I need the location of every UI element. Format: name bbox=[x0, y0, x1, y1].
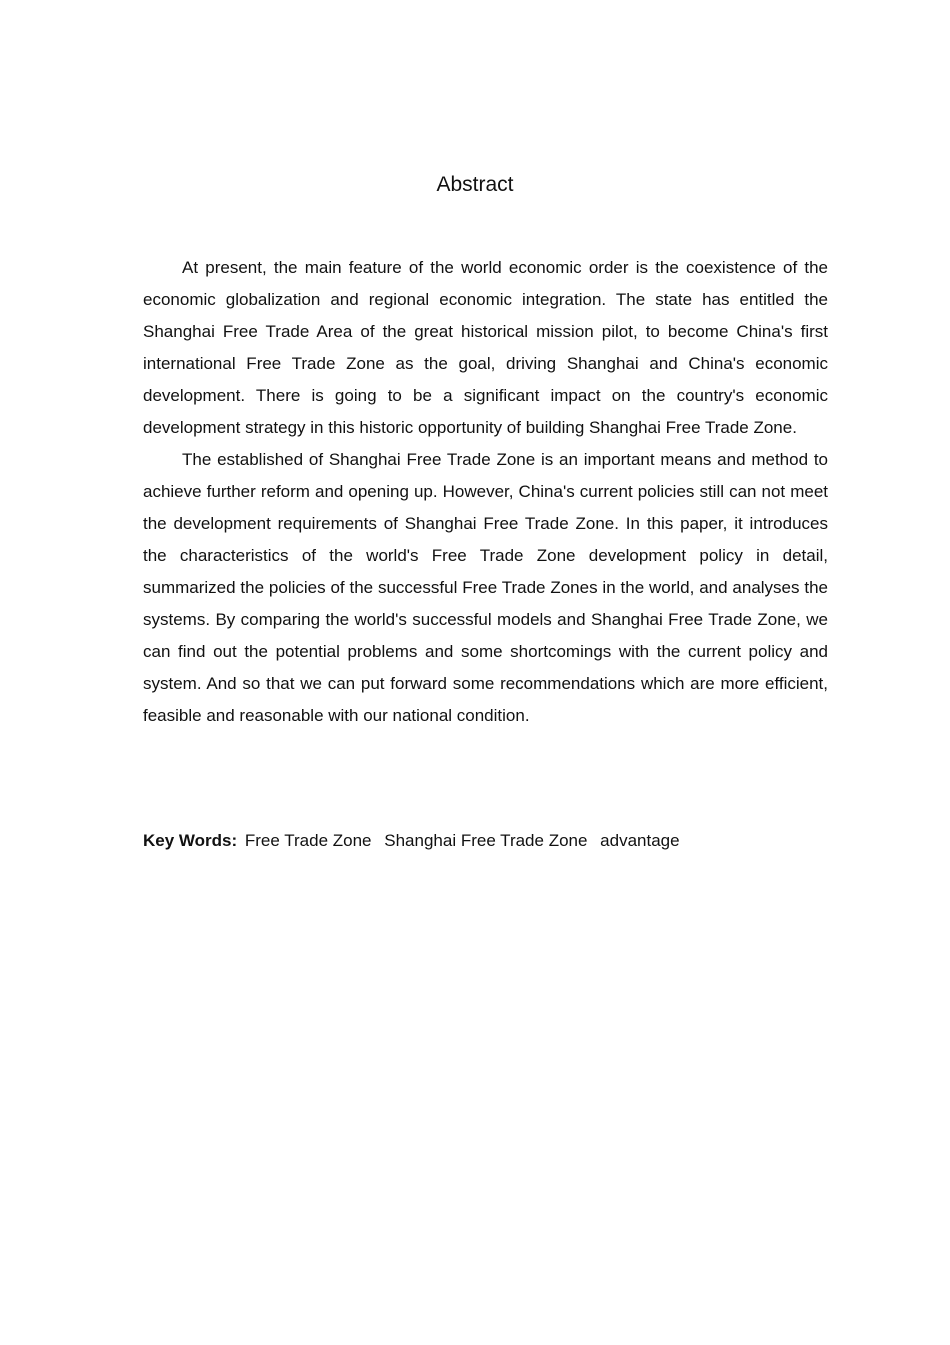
keywords-label: Key Words: bbox=[143, 831, 238, 850]
abstract-paragraph-2: The established of Shanghai Free Trade Zone is an important means and method to achieve further reform and opening up. However, China's current policies still can not meet the development requirements of Shanghai Free Trade Zone. In this paper, it introduces the characteristics of the world's Free Trade Zone development policy in detail, summarized the policies of the successful Free Trade Zones in the world, and analyses the systems. By comparing the world's successful models and Shanghai Free Trade Zone, we can find out the potential problems and some shortcomings with the current policy and system. And so that we can put forward some recommendations which are more efficient, feasible and reasonable with our national condition. bbox=[143, 450, 828, 725]
keyword-item: Free Trade Zone bbox=[244, 831, 372, 850]
keywords-line bbox=[143, 827, 828, 855]
abstract-body bbox=[143, 252, 828, 732]
abstract-title: Abstract bbox=[436, 173, 514, 196]
keyword-item: advantage bbox=[600, 831, 680, 850]
abstract-paragraph-1: At present, the main feature of the world economic order is the coexistence of the economic globalization and regional economic integration. The state has entitled the Shanghai Free Trade Area of the great historical mission pilot, to become China's first international Free Trade Zone as the goal, driving Shanghai and China's economic development. There is going to be a significant impact on the country's economic development strategy in this historic opportunity of building Shanghai Free Trade Zone. bbox=[143, 258, 828, 437]
keyword-item: Shanghai Free Trade Zone bbox=[384, 831, 588, 850]
